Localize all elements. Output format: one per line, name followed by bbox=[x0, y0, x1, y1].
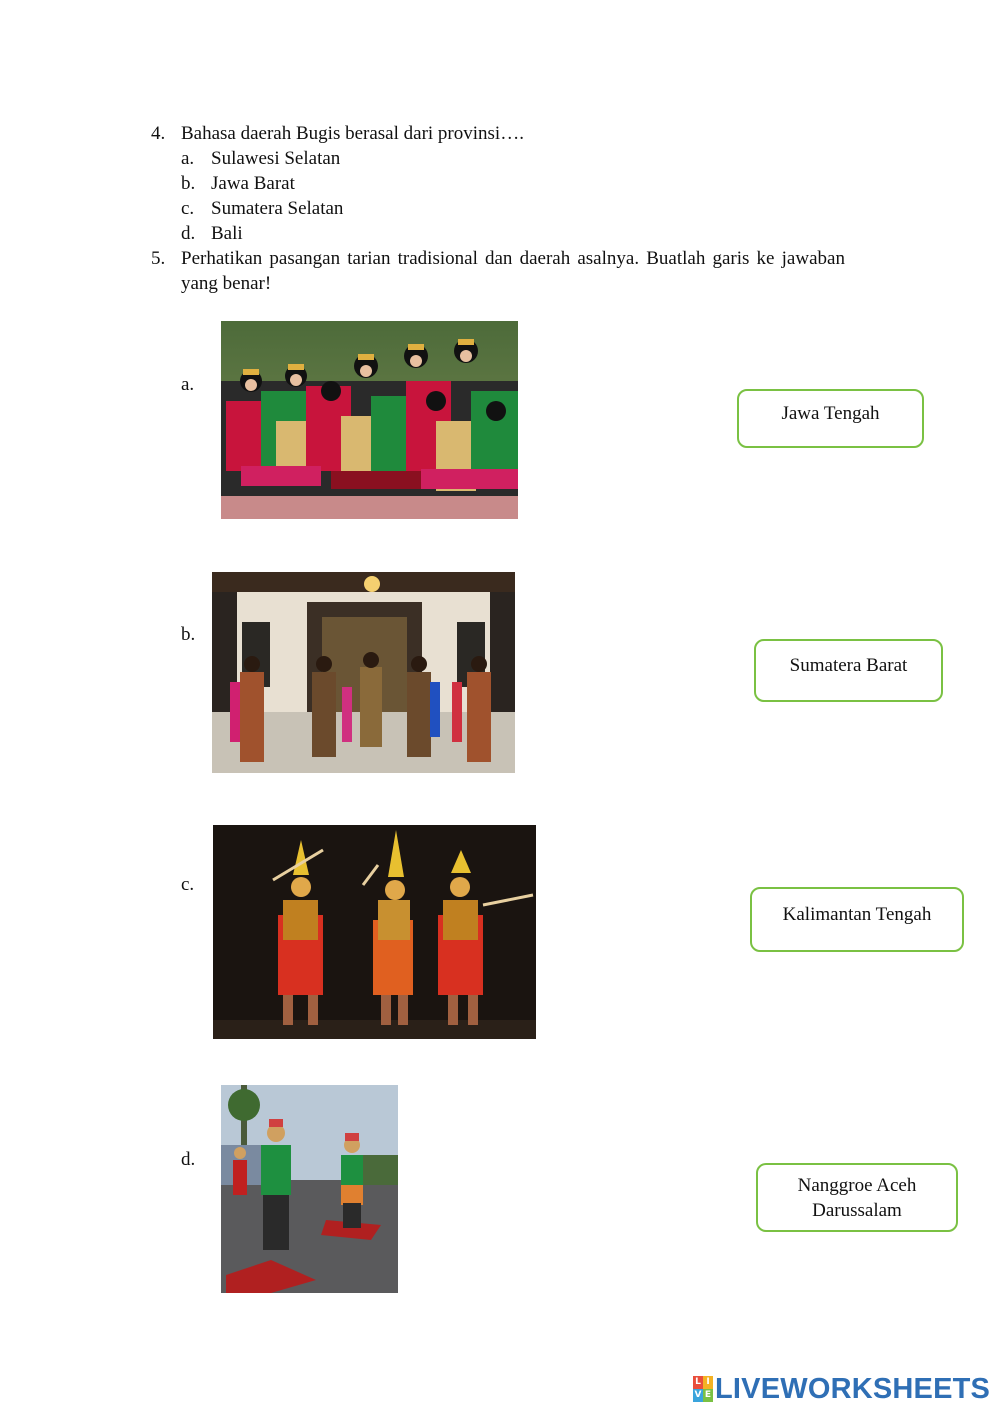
q4-option-a-letter: a. bbox=[181, 148, 195, 169]
liveworksheets-wordmark: LIVEWORKSHEETS bbox=[715, 1372, 991, 1405]
q4-option-b-letter: b. bbox=[181, 173, 196, 194]
answer-box-kalimantan-tengah[interactable] bbox=[750, 887, 964, 952]
liveworksheets-mark-icon: L I V E bbox=[694, 1377, 712, 1400]
photo-label-a: a. bbox=[181, 374, 195, 395]
dance-photo-c bbox=[213, 825, 536, 1039]
answer-box-jawa-tengah[interactable] bbox=[737, 389, 924, 448]
q4-option-c-letter: c. bbox=[181, 198, 195, 219]
liveworksheets-logo bbox=[693, 1374, 990, 1404]
answer-label-nanggroe-aceh-line1: Nanggroe Aceh bbox=[797, 1174, 917, 1196]
answer-label-sumatera-barat: Sumatera Barat bbox=[789, 655, 908, 676]
q4-option-b-text: Jawa Barat bbox=[211, 173, 295, 194]
dance-photo-b bbox=[212, 572, 515, 773]
answer-label-nanggroe-aceh-line2: Darussalam bbox=[812, 1199, 902, 1221]
photo-label-c: c. bbox=[181, 874, 195, 895]
photo-label-b: b. bbox=[181, 624, 196, 645]
question-4-number: 4. bbox=[151, 123, 166, 144]
answer-box-nanggroe-aceh[interactable] bbox=[756, 1163, 958, 1232]
q4-option-c-text: Sumatera Selatan bbox=[211, 198, 344, 219]
question-5-text-line1: Perhatikan pasangan tarian tradisional dan daerah asalnya. Buatlah garis ke jawaban bbox=[181, 248, 845, 269]
answer-box-sumatera-barat[interactable] bbox=[754, 639, 943, 702]
q4-option-a-text: Sulawesi Selatan bbox=[211, 148, 341, 169]
answer-label-jawa-tengah: Jawa Tengah bbox=[781, 403, 880, 424]
dance-photo-a bbox=[221, 321, 518, 519]
dance-photo-d bbox=[221, 1085, 398, 1293]
question-4-text: Bahasa daerah Bugis berasal dari provinsi…. bbox=[181, 123, 524, 144]
answer-label-kalimantan-tengah: Kalimantan Tengah bbox=[782, 904, 932, 925]
question-5-text-line2: yang benar! bbox=[181, 273, 272, 294]
q4-option-d-text: Bali bbox=[211, 223, 243, 244]
photo-label-d: d. bbox=[181, 1149, 196, 1170]
question-5-number: 5. bbox=[151, 248, 166, 269]
q4-option-d-letter: d. bbox=[181, 223, 196, 244]
